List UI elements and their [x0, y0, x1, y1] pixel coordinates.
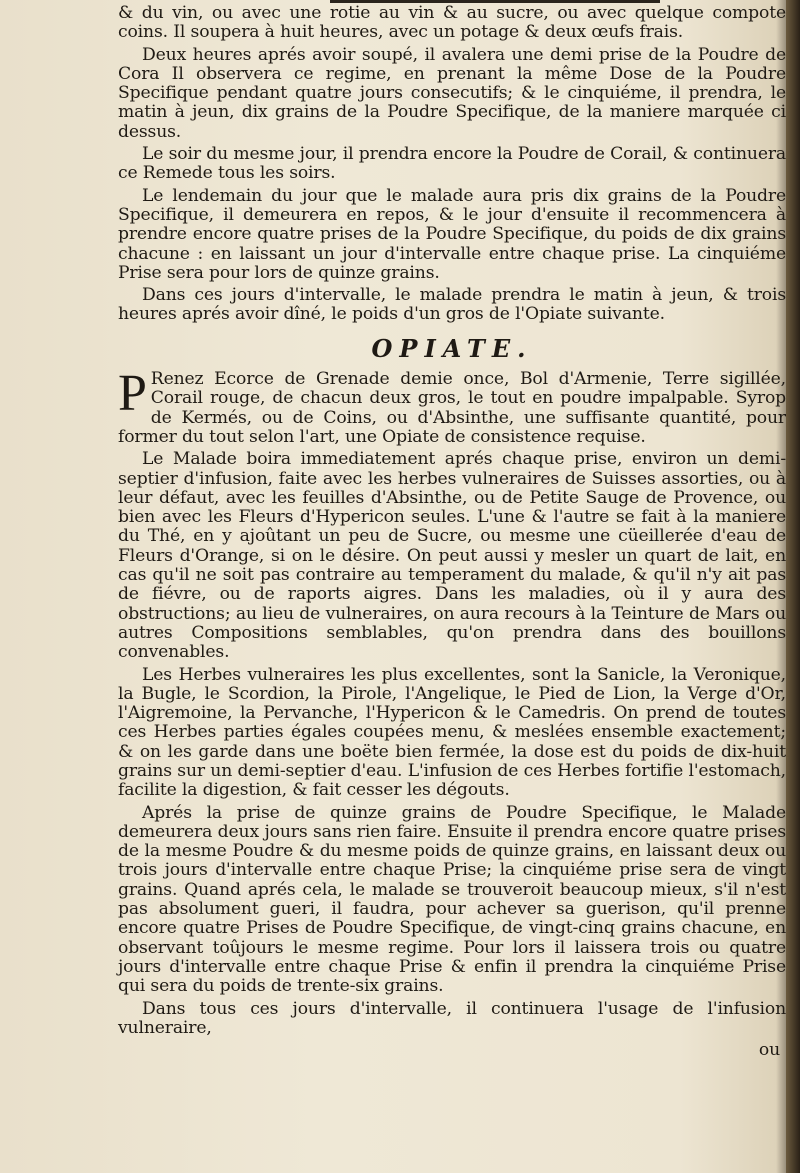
book-spine-edge	[786, 0, 800, 1173]
text-column	[118, 4, 786, 1063]
paragraph-2: Deux heures aprés avoir soupé, il avalera une demi prise de la Poudre de Cora Il observera ce regime, en prenant la même Dose de la Poudre Specifique pendant quatre jours consecutifs; & le cinquiéme, il prendra, le matin à jeun, dix grains de la Poudre Specifique, de la maniere marquée ci dessus.	[118, 44, 786, 142]
paragraph-3: Le soir du mesme jour, il prendra encore la Poudre de Corail, & continuera ce Remede tous les soirs.	[118, 144, 786, 184]
paragraph-4: Le lendemain du jour que le malade aura pris dix grains de la Poudre Specifique, il demeurera en repos, & le jour d'ensuite il recommencera à prendre encore quatre prises de la Poudre Specifique, du poids de dix grains chacune : en laissant un jour d'intervalle entre chaque prise. La cinquiéme Prise sera pour lors de quinze grains.	[118, 185, 786, 283]
paragraph-5: Dans ces jours d'intervalle, le malade prendra le matin à jeun, & trois heures aprés avoir dîné, le poids d'un gros de l'Opiate suivante.	[118, 285, 786, 325]
paragraph-7: Le Malade boira immediatement aprés chaque prise, environ un demi-septier d'infusion, faite avec les herbes vulneraires de Suisses assorties, ou à leur défaut, avec les feuilles d'Absinthe, ou de Petite Sauge de Provence, ou bien avec les Fleurs d'Hypericon seules. L'une & l'autre se fait à la maniere du Thé, en y ajoûtant un peu de Sucre, ou mesme une cüeillerée d'eau de Fleurs d'Orange, si on le désire. On peut aussi y mesler un quart de lait, en cas qu'il ne soit pas contraire au temperament du malade, & qu'il n'y ait pas de fiévre, ou de raports aigres. Dans les maladies, où il y aura des obstructions; au lieu de vulneraires, on aura recours à la Teinture de Mars ou autres Compositions semblables, qu'on prendra dans des bouillons convenables.	[118, 449, 786, 663]
section-heading: OPIATE.	[371, 333, 533, 363]
paragraph-6	[118, 365, 786, 447]
paragraph-8: Les Herbes vulneraires les plus excellentes, sont la Sanicle, la Veronique, la Bugle, le Scordion, la Pirole, l'Angelique, le Pied de Lion, la Verge d'Or, l'Aigremoine, la Pervanche, l'Hypericon & le Camedris. On prend de toutes ces Herbes parties égales coupées menu, & meslées ensemble exactement; & on les garde dans une boëte bien fermée, la dose est du poids de dix-huit grains sur un demi-septier d'eau. L'infusion de ces Herbes fortifie l'estomach, facilite la digestion, & fait cesser les dégouts.	[118, 664, 786, 801]
catchword: ou	[758, 1040, 780, 1061]
paragraph-9: Aprés la prise de quinze grains de Poudre Specifique, le Malade demeurera deux jours sans rien faire. Ensuite il prendra encore quatre prises de la mesme Poudre & du mesme poids de quinze grains, en laissant deux ou trois jours d'intervalle entre chaque Prise; la cinquiéme prise sera de vingt grains. Quand aprés cela, le malade se trouveroit beaucoup mieux, s'il n'est pas absolument gueri, il faudra, pour achever sa guerison, qu'il prenne encore quatre Prises de Poudre Specifique, de vingt-cinq grains chacune, en observant toûjours le mesme regime. Pour lors il laissera trois ou quatre jours d'intervalle entre chaque Prise & enfin il prendra la cinquiéme Prise qui sera du poids de trente-six grains.	[118, 802, 786, 997]
paragraph-10: Dans tous ces jours d'intervalle, il continuera l'usage de l'infusion vulneraire,	[118, 998, 786, 1038]
paragraph-1: & du vin, ou avec une rotie au vin & au sucre, ou avec quelque compote coins. Il soupera à huit heures, avec un potage & deux œufs frais.	[118, 3, 786, 43]
drop-cap: P	[118, 365, 147, 423]
paragraph-6-text: Renez Ecorce de Grenade demie once, Bol d'Armenie, Terre sigillée, Corail rouge, de chacun deux gros, le tout en poudre impalpable. Syrop de Kermés, ou de Coins, ou d'Absinthe, une suffisante quantité, pour former du tout selon l'art, une Opiate de consistence requise.	[118, 369, 786, 447]
